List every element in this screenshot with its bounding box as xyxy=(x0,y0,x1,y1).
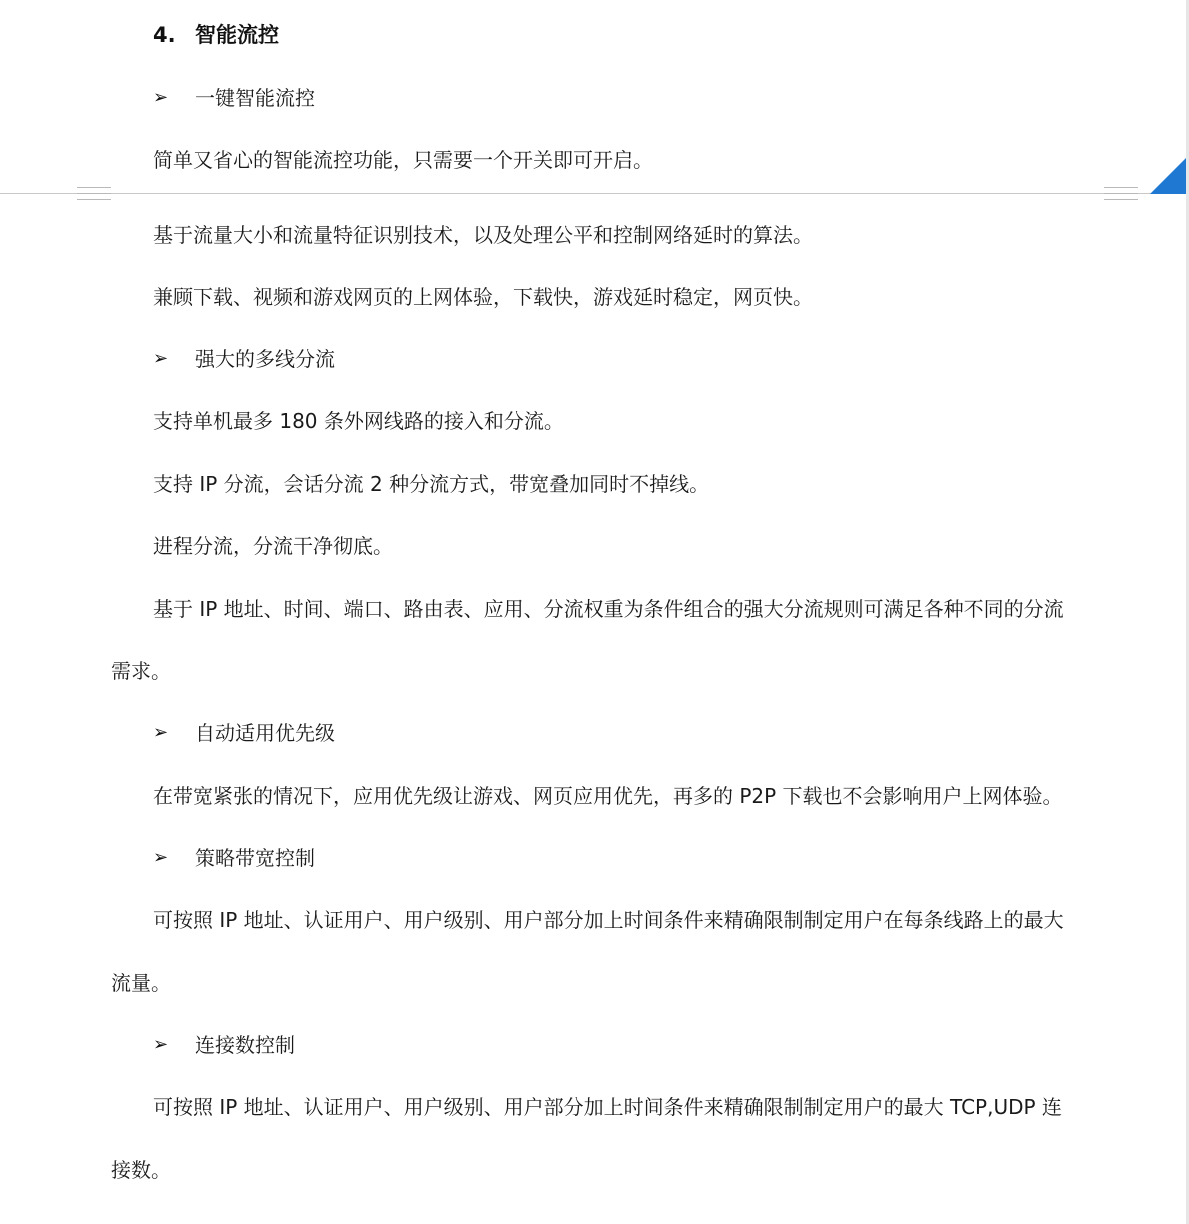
paragraph: 简单又省心的智能流控功能，只需要一个开关即可开启。 xyxy=(153,148,653,172)
bullet-arrow-icon: ➢ xyxy=(153,722,169,743)
bullet-item-policy-bandwidth: 策略带宽控制 xyxy=(195,846,315,870)
bullet-arrow-icon: ➢ xyxy=(153,87,169,108)
section-heading xyxy=(153,20,279,50)
paragraph: 进程分流，分流干净彻底。 xyxy=(153,534,393,558)
bullet-item-multi-line-split: 强大的多线分流 xyxy=(195,347,335,371)
bullet-item-smart-flow-control: 一键智能流控 xyxy=(195,86,315,110)
left-margin-marker xyxy=(77,187,111,201)
paragraph-continuation: 流量。 xyxy=(111,971,171,995)
paragraph: 可按照 IP 地址、认证用户、用户级别、用户部分加上时间条件来精确限制制定用户的最大 TCP,UDP 连 xyxy=(153,1095,1062,1119)
page-corner-marker-icon[interactable] xyxy=(1150,156,1188,194)
paragraph: 支持 IP 分流，会话分流 2 种分流方式，带宽叠加同时不掉线。 xyxy=(153,472,710,496)
paragraph-continuation: 接数。 xyxy=(111,1158,171,1182)
section-number: 4. xyxy=(153,23,176,47)
paragraph: 可按照 IP 地址、认证用户、用户级别、用户部分加上时间条件来精确限制制定用户在每条线路上的最大 xyxy=(153,908,1064,932)
bullet-item-connection-control: 连接数控制 xyxy=(195,1033,295,1057)
bullet-item-auto-priority: 自动适用优先级 xyxy=(195,721,335,745)
right-margin-marker xyxy=(1104,187,1138,201)
bullet-arrow-icon: ➢ xyxy=(153,847,169,868)
paragraph: 支持单机最多 180 条外网线路的接入和分流。 xyxy=(153,409,564,433)
paragraph-continuation: 需求。 xyxy=(111,659,171,683)
bullet-arrow-icon: ➢ xyxy=(153,1034,169,1055)
bullet-arrow-icon: ➢ xyxy=(153,348,169,369)
paragraph: 基于 IP 地址、时间、端口、路由表、应用、分流权重为条件组合的强大分流规则可满足各种不同的分流 xyxy=(153,597,1064,621)
paragraph: 在带宽紧张的情况下，应用优先级让游戏、网页应用优先，再多的 P2P 下载也不会影响用户上网体验。 xyxy=(153,784,1063,808)
section-title: 智能流控 xyxy=(195,23,279,47)
paragraph: 基于流量大小和流量特征识别技术，以及处理公平和控制网络延时的算法。 xyxy=(153,223,813,247)
page-break-line xyxy=(0,193,1189,194)
paragraph: 兼顾下载、视频和游戏网页的上网体验，下载快，游戏延时稳定，网页快。 xyxy=(153,285,813,309)
